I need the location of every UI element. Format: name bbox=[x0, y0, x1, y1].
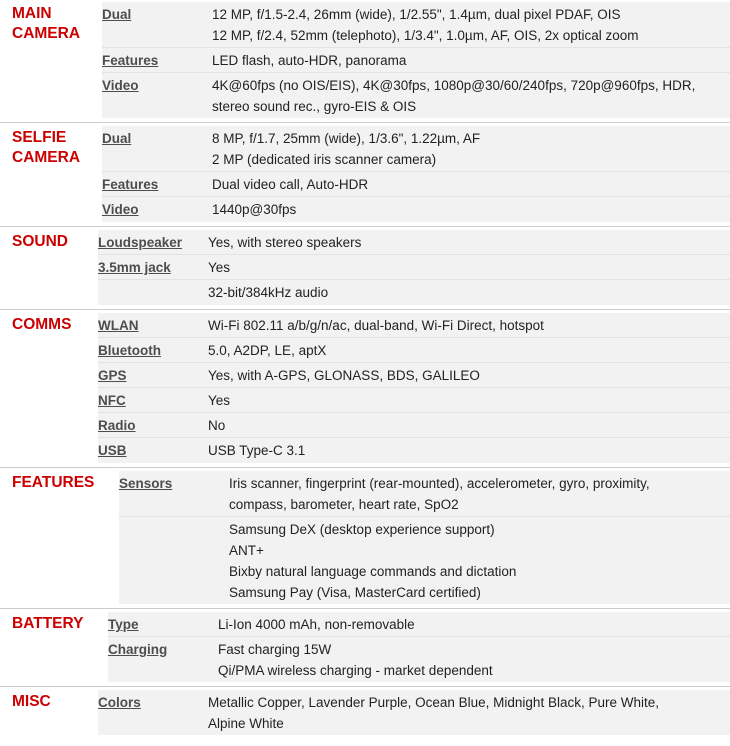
spec-value: USB Type-C 3.1 bbox=[208, 443, 306, 458]
spec-value: Iris scanner, fingerprint (rear-mounted), accelerometer, gyro, proximity, compass, barometer, heart rate, SpO2 bbox=[229, 476, 650, 512]
spec-value: Dual video call, Auto-HDR bbox=[212, 177, 369, 192]
section-comms bbox=[0, 309, 730, 467]
spec-label-empty bbox=[119, 517, 229, 604]
spec-row-usb bbox=[98, 438, 730, 463]
spec-value: 1440p@30fps bbox=[212, 202, 297, 217]
spec-value: Metallic Copper, Lavender Purple, Ocean Blue, Midnight Black, Pure White, Alpine White bbox=[208, 695, 659, 731]
spec-row-nfc bbox=[98, 388, 730, 413]
spec-row-jack bbox=[98, 255, 730, 280]
section-battery bbox=[0, 608, 730, 686]
spec-label-empty bbox=[98, 280, 208, 305]
spec-value: No bbox=[208, 418, 226, 433]
spec-value: Yes, with A-GPS, GLONASS, BDS, GALILEO bbox=[208, 368, 480, 383]
spec-label-dual[interactable]: Dual bbox=[102, 131, 132, 146]
spec-label-sensors[interactable]: Sensors bbox=[119, 476, 173, 491]
spec-row-video bbox=[102, 73, 730, 118]
spec-label-bluetooth[interactable]: Bluetooth bbox=[98, 343, 161, 358]
spec-value: Yes bbox=[208, 393, 231, 408]
section-title: BATTERY bbox=[12, 615, 84, 632]
section-title: MAIN CAMERA bbox=[12, 5, 81, 42]
spec-value: 5.0, A2DP, LE, aptX bbox=[208, 343, 327, 358]
spec-label-loudspeaker[interactable]: Loudspeaker bbox=[98, 235, 183, 250]
spec-label-gps[interactable]: GPS bbox=[98, 368, 127, 383]
spec-row-type bbox=[108, 612, 730, 637]
section-title: SELFIE CAMERA bbox=[12, 129, 81, 166]
spec-value: 8 MP, f/1.7, 25mm (wide), 1/3.6", 1.22µm, AF 2 MP (dedicated iris scanner camera) bbox=[212, 131, 481, 167]
section-features bbox=[0, 467, 730, 608]
spec-row-wlan bbox=[98, 313, 730, 338]
spec-label-video[interactable]: Video bbox=[102, 78, 139, 93]
spec-row-colors bbox=[98, 690, 730, 735]
spec-row-sensors bbox=[119, 471, 730, 517]
spec-label-usb[interactable]: USB bbox=[98, 443, 127, 458]
spec-value: Wi-Fi 802.11 a/b/g/n/ac, dual-band, Wi-Fi Direct, hotspot bbox=[208, 318, 544, 333]
spec-label-dual[interactable]: Dual bbox=[102, 7, 132, 22]
spec-row-dual bbox=[102, 126, 730, 172]
spec-value: Yes bbox=[208, 260, 231, 275]
section-title: MISC bbox=[12, 693, 51, 710]
spec-label-radio[interactable]: Radio bbox=[98, 418, 136, 433]
section-main-camera bbox=[0, 0, 730, 122]
section-title: FEATURES bbox=[12, 474, 95, 491]
spec-row-extras bbox=[119, 517, 730, 604]
spec-value: 4K@60fps (no OIS/EIS), 4K@30fps, 1080p@30/60/240fps, 720p@960fps, HDR, stereo sound rec., gyro-EIS & OIS bbox=[212, 78, 696, 114]
spec-value: 32-bit/384kHz audio bbox=[208, 285, 329, 300]
spec-row-dual bbox=[102, 2, 730, 48]
spec-label-type[interactable]: Type bbox=[108, 617, 139, 632]
spec-label-features[interactable]: Features bbox=[102, 177, 159, 192]
spec-row-gps bbox=[98, 363, 730, 388]
spec-label-features[interactable]: Features bbox=[102, 53, 159, 68]
spec-value: Fast charging 15W Qi/PMA wireless charging - market dependent bbox=[218, 642, 493, 678]
spec-value: Li-Ion 4000 mAh, non-removable bbox=[218, 617, 415, 632]
spec-value: LED flash, auto-HDR, panorama bbox=[212, 53, 407, 68]
section-misc bbox=[0, 686, 730, 739]
spec-label-video[interactable]: Video bbox=[102, 202, 139, 217]
spec-label-wlan[interactable]: WLAN bbox=[98, 318, 139, 333]
spec-label-nfc[interactable]: NFC bbox=[98, 393, 126, 408]
section-title: SOUND bbox=[12, 233, 68, 250]
section-selfie-camera bbox=[0, 122, 730, 226]
spec-label-charging[interactable]: Charging bbox=[108, 642, 168, 657]
spec-row-bluetooth bbox=[98, 338, 730, 363]
section-title: COMMS bbox=[12, 316, 72, 333]
spec-value: Yes, with stereo speakers bbox=[208, 235, 362, 250]
spec-row-features bbox=[102, 172, 730, 197]
spec-value: 12 MP, f/1.5-2.4, 26mm (wide), 1/2.55", 1.4µm, dual pixel PDAF, OIS 12 MP, f/2.4, 52mm (telephoto), 1/3.4", 1.0µm, AF, OIS, 2x optical zoom bbox=[212, 7, 639, 43]
spec-value: Samsung DeX (desktop experience support) ANT+ Bixby natural language commands and dictation Samsung Pay (Visa, MasterCard certified) bbox=[229, 522, 517, 600]
section-sound bbox=[0, 226, 730, 309]
spec-row-video bbox=[102, 197, 730, 222]
spec-row-radio bbox=[98, 413, 730, 438]
spec-row-loudspeaker bbox=[98, 230, 730, 255]
spec-row-features bbox=[102, 48, 730, 73]
spec-label-colors[interactable]: Colors bbox=[98, 695, 141, 710]
spec-row-charging bbox=[108, 637, 730, 682]
spec-label-jack[interactable]: 3.5mm jack bbox=[98, 260, 171, 275]
spec-row-audio bbox=[98, 280, 730, 305]
